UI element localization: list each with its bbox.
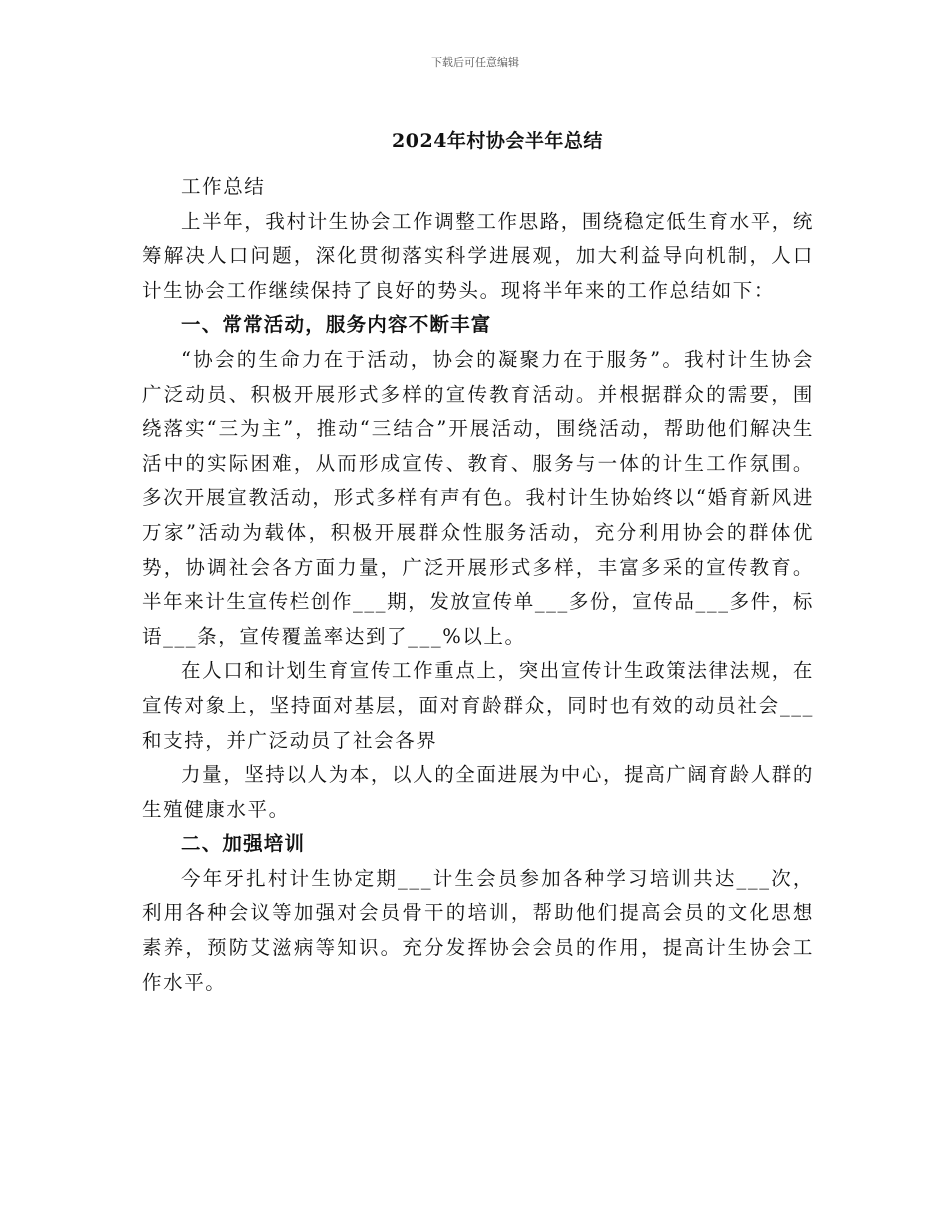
section-label: 工作总结: [181, 175, 266, 198]
section-heading-1: 一、常常活动，服务内容不断丰富: [181, 313, 492, 337]
section-1-paragraph-1: “协会的生命力在于活动，协会的凝聚力在于服务”。我村计生协会广泛动员、积极开展形式多样的宣传教育活动。并根据群众的需要，围绕落实“三为主”，推动“三结合”开展活动，围绕活动，帮助他们解决生活中的实际困难，从而形成宣传、教育、服务与一体的计生工作氛围。多次开展宣教活动，形式多样有声有色。我村计生协始终以“婚育新风进万家”活动为载体，积极开展群众性服务活动，充分利用协会的群体优势，协调社会各方面力量，广泛开展形式多样，丰富多采的宣传教育。半年来计生宣传栏创作___期，发放宣传单___多份，宣传品___多件，标语___条，宣传覆盖率达到了___%以上。: [142, 347, 814, 648]
page-header-note: 下载后可任意编辑: [431, 56, 519, 69]
intro-paragraph: 上半年，我村计生协会工作调整工作思路，围绕稳定低生育水平，统筹解决人口问题，深化贯彻落实科学进展观，加大利益导向机制，人口计生协会工作继续保持了良好的势头。现将半年来的工作总结如下：: [142, 209, 815, 302]
document-title: 2024年村协会半年总结: [392, 130, 603, 152]
section-2-paragraph-1: 今年牙扎村计生协定期___计生会员参加各种学习培训共达___次，利用各种会议等加强对会员骨干的培训，帮助他们提高会员的文化思想素养，预防艾滋病等知识。充分发挥协会会员的作用，提高计生协会工作水平。: [142, 866, 814, 994]
section-1-paragraph-2: 在人口和计划生育宣传工作重点上，突出宣传计生政策法律法规，在宣传对象上，坚持面对基层，面对育龄群众，同时也有效的动员社会___和支持，并广泛动员了社会各界: [142, 659, 815, 752]
section-heading-2: 二、加强培训: [181, 832, 306, 856]
section-1-paragraph-3: 力量，坚持以人为本，以人的全面进展为中心，提高广阔育龄人群的生殖健康水平。: [142, 763, 815, 821]
document-body: [142, 170, 814, 1000]
